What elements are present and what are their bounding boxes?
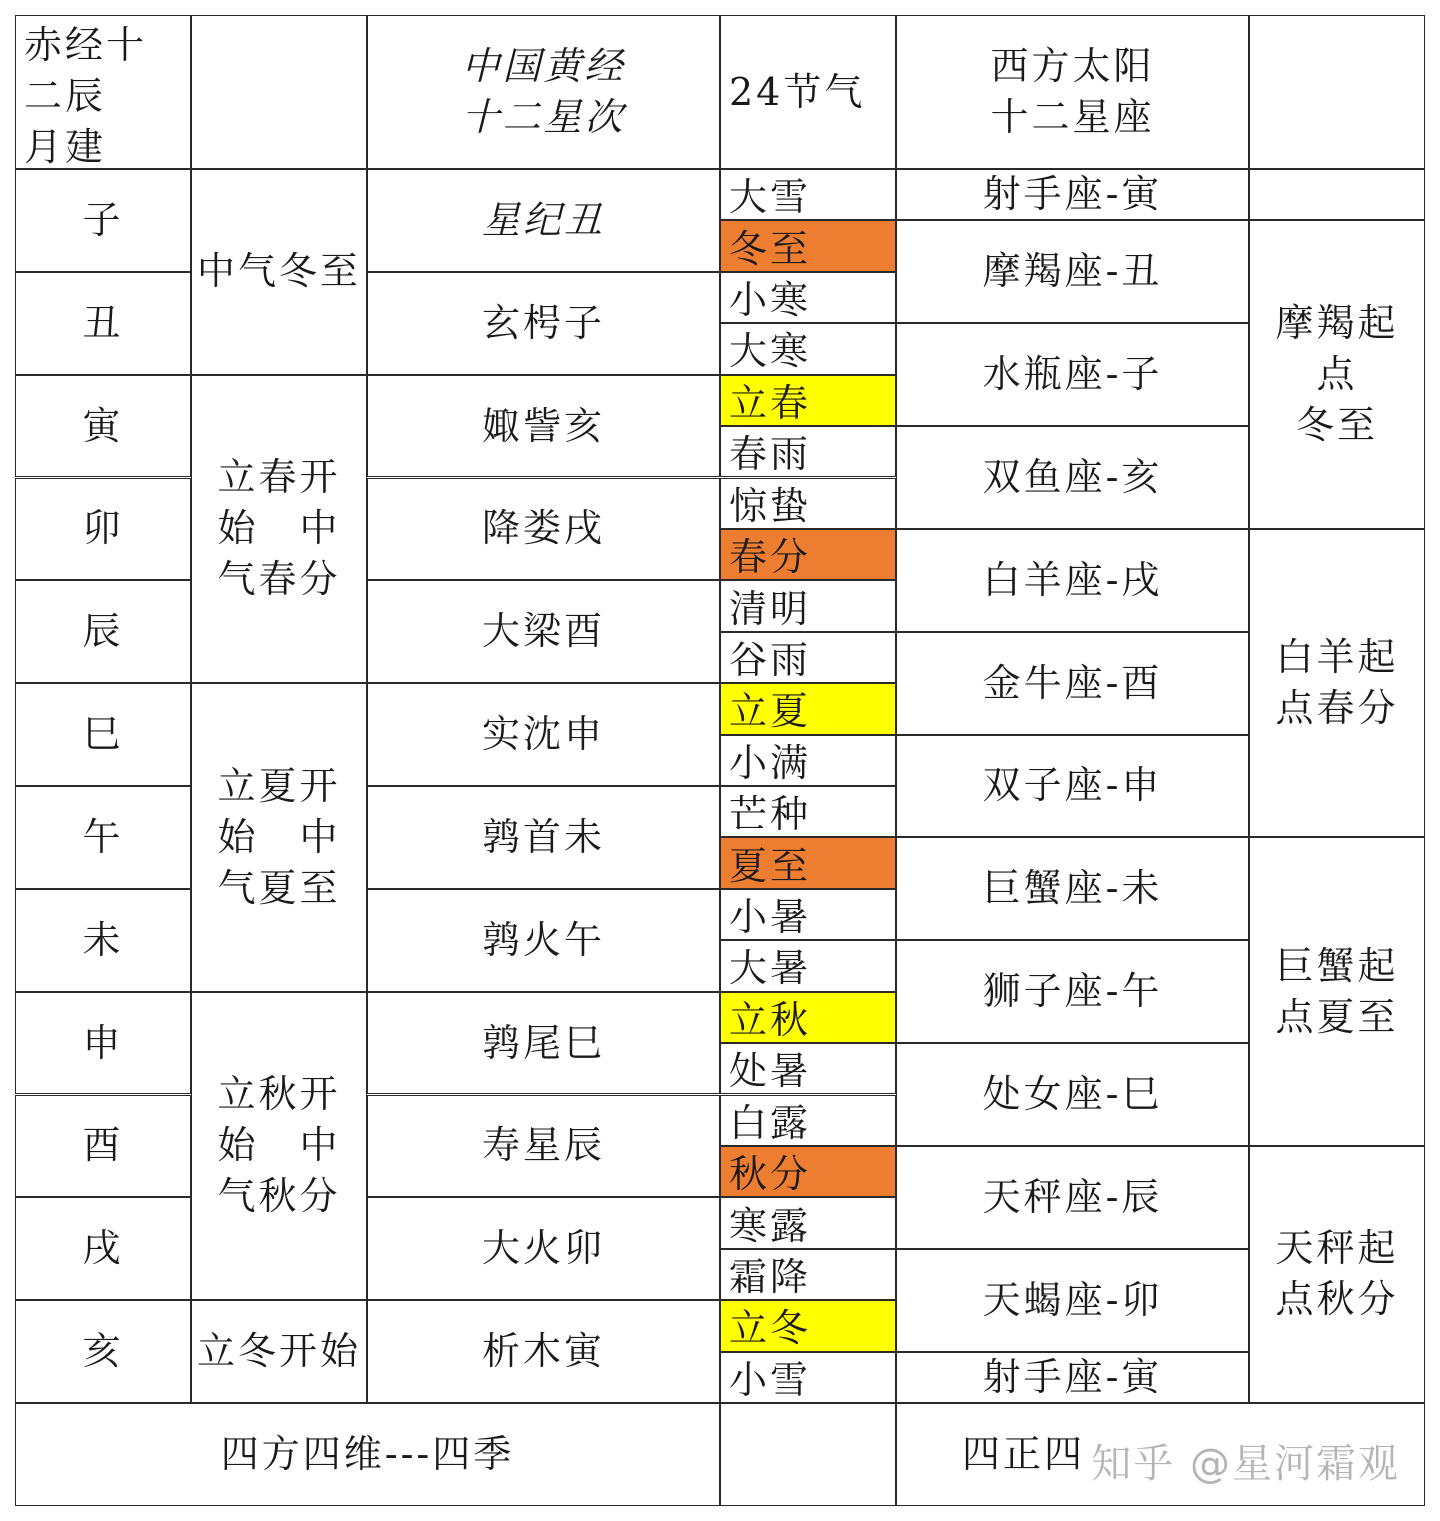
footer-four-cardinal: 四正四 xyxy=(896,1403,1425,1506)
footer-blank xyxy=(720,1403,896,1506)
qi-group-cell: 立秋开 始 中 气秋分 xyxy=(191,992,367,1301)
solar-term-cell: 立夏 xyxy=(720,683,896,734)
zodiac-cell: 巨蟹座-未 xyxy=(896,837,1249,940)
header-blank xyxy=(191,15,367,169)
branch-cell: 寅 xyxy=(15,375,191,478)
star-station-cell: 实沈申 xyxy=(367,683,720,786)
solar-term-cell: 清明 xyxy=(720,580,896,631)
branch-cell: 辰 xyxy=(15,580,191,683)
header-zodiac: 西方太阳 十二星座 xyxy=(896,15,1249,169)
qi-group-cell: 立夏开 始 中 气夏至 xyxy=(191,683,367,992)
branch-cell: 午 xyxy=(15,786,191,889)
solar-term-cell: 白露 xyxy=(720,1095,896,1146)
solar-term-cell: 小暑 xyxy=(720,889,896,940)
zodiac-group-cell: 巨蟹起 点夏至 xyxy=(1249,837,1425,1146)
star-station-cell: 大梁酉 xyxy=(367,580,720,683)
zodiac-cell: 摩羯座-丑 xyxy=(896,220,1249,323)
watermark: 知乎 @星河霜观 xyxy=(1091,1441,1400,1487)
star-station-cell: 析木寅 xyxy=(367,1300,720,1403)
zodiac-cell: 处女座-巳 xyxy=(896,1043,1249,1146)
star-station-cell: 星纪丑 xyxy=(367,169,720,272)
zodiac-cell: 双鱼座-亥 xyxy=(896,426,1249,529)
branch-cell: 酉 xyxy=(15,1095,191,1198)
zodiac-cell: 双子座-申 xyxy=(896,735,1249,838)
solar-term-cell: 大寒 xyxy=(720,323,896,374)
solar-term-cell: 秋分 xyxy=(720,1146,896,1197)
solar-term-cell: 寒露 xyxy=(720,1197,896,1248)
qi-group-cell: 中气冬至 xyxy=(191,169,367,375)
solar-term-cell: 立春 xyxy=(720,375,896,426)
header-branch-month: 赤经十 二辰 月建 xyxy=(15,15,191,169)
solar-term-cell: 霜降 xyxy=(720,1249,896,1300)
footer-four-seasons: 四方四维---四季 xyxy=(15,1403,720,1506)
header-star-stations: 中国黄经 十二星次 xyxy=(367,15,720,169)
solar-term-cell: 小寒 xyxy=(720,272,896,323)
solar-term-cell: 夏至 xyxy=(720,837,896,888)
solar-term-cell: 大暑 xyxy=(720,940,896,991)
branch-cell: 未 xyxy=(15,889,191,992)
zodiac-group-cell: 白羊起 点春分 xyxy=(1249,529,1425,838)
branch-cell: 卯 xyxy=(15,478,191,581)
branch-cell: 子 xyxy=(15,169,191,272)
solar-term-cell: 立冬 xyxy=(720,1300,896,1351)
zodiac-group-cell: 天秤起 点秋分 xyxy=(1249,1146,1425,1403)
zodiac-group-cell: 摩羯起 点 冬至 xyxy=(1249,220,1425,529)
solar-term-cell: 冬至 xyxy=(720,220,896,271)
solar-term-cell: 小满 xyxy=(720,735,896,786)
branch-cell: 巳 xyxy=(15,683,191,786)
star-station-cell: 娵訾亥 xyxy=(367,375,720,478)
qi-group-cell: 立冬开始 xyxy=(191,1300,367,1403)
solar-term-cell: 芒种 xyxy=(720,786,896,837)
solar-term-cell: 小雪 xyxy=(720,1352,896,1403)
star-station-cell: 寿星辰 xyxy=(367,1095,720,1198)
header-solar-terms: 24节气 xyxy=(720,15,896,169)
branch-cell: 亥 xyxy=(15,1300,191,1403)
header-blank-right xyxy=(1249,15,1425,169)
solar-term-cell: 处暑 xyxy=(720,1043,896,1094)
zodiac-cell: 狮子座-午 xyxy=(896,940,1249,1043)
qi-group-cell: 立春开 始 中 气春分 xyxy=(191,375,367,684)
zodiac-cell: 天秤座-辰 xyxy=(896,1146,1249,1249)
solar-term-cell: 惊蛰 xyxy=(720,478,896,529)
zodiac-cell: 射手座-寅 xyxy=(896,1352,1249,1403)
zodiac-cell: 白羊座-戌 xyxy=(896,529,1249,632)
zodiac-cell: 射手座-寅 xyxy=(896,169,1249,220)
zodiac-cell: 金牛座-酉 xyxy=(896,632,1249,735)
star-station-cell: 大火卯 xyxy=(367,1197,720,1300)
branch-cell: 丑 xyxy=(15,272,191,375)
zodiac-group-blank xyxy=(1249,169,1425,220)
star-station-cell: 鹑首未 xyxy=(367,786,720,889)
solar-term-cell: 春分 xyxy=(720,529,896,580)
star-station-cell: 鹑火午 xyxy=(367,889,720,992)
branch-cell: 戌 xyxy=(15,1197,191,1300)
solar-term-cell: 谷雨 xyxy=(720,632,896,683)
solar-term-cell: 大雪 xyxy=(720,169,896,220)
zodiac-cell: 天蝎座-卯 xyxy=(896,1249,1249,1352)
solar-term-cell: 春雨 xyxy=(720,426,896,477)
star-station-cell: 降娄戌 xyxy=(367,478,720,581)
star-station-cell: 鹑尾巳 xyxy=(367,992,720,1095)
branch-cell: 申 xyxy=(15,992,191,1095)
solar-term-cell: 立秋 xyxy=(720,992,896,1043)
zodiac-cell: 水瓶座-子 xyxy=(896,323,1249,426)
star-station-cell: 玄枵子 xyxy=(367,272,720,375)
